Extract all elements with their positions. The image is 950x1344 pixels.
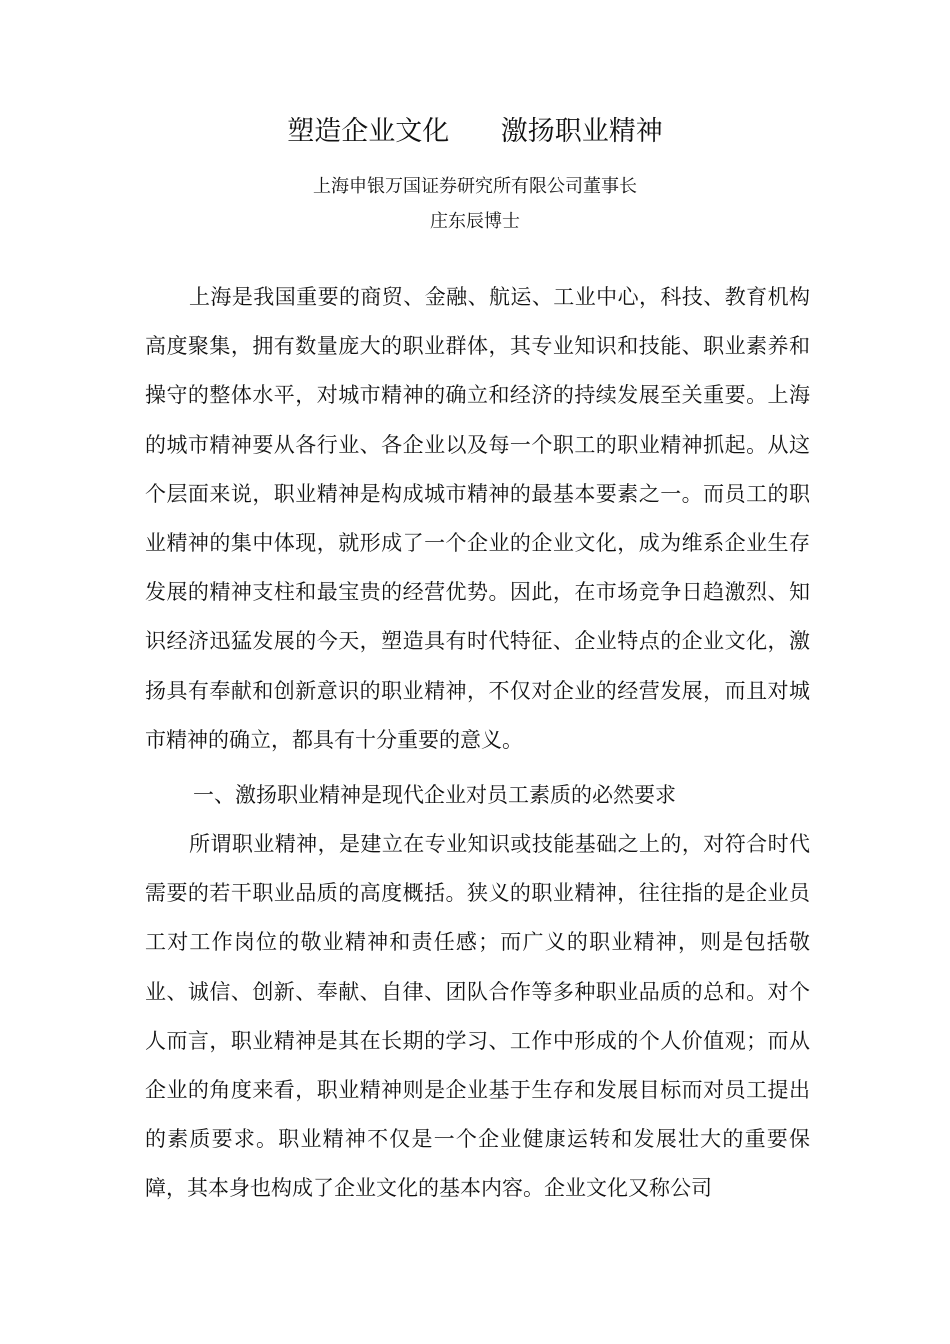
section-heading: 一、激扬职业精神是现代企业对员工素质的必然要求: [193, 783, 676, 807]
author-name: 庄东辰博士: [430, 211, 520, 232]
body-paragraph-definition: 所谓职业精神，是建立在专业知识或技能基础之上的，对符合时代需要的若干职业品质的高度概括。狭义的职业精神，往往指的是企业员工对工作岗位的敬业精神和责任感；而广义的职业精神，则是包括敬业、诚信、创新、奉献、自律、团队合作等多种职业品质的总和。对个人而言，职业精神是其在长期的学习、工作中形成的个人价值观；而从企业的角度来看，职业精神则是企业基于生存和发展目标而对员工提出的素质要求。职业精神不仅是一个企业健康运转和发展壮大的重要保障，其本身也构成了企业文化的基本内容。企业文化又称公司: [145, 832, 810, 1201]
body-paragraph-intro: 上海是我国重要的商贸、金融、航运、工业中心，科技、教育机构高度聚集，拥有数量庞大的职业群体，其专业知识和技能、职业素养和操守的整体水平，对城市精神的确立和经济的持续发展至关重要。上海的城市精神要从各行业、各企业以及每一个职工的职业精神抓起。从这个层面来说，职业精神是构成城市精神的最基本要素之一。而员工的职业精神的集中体现，就形成了一个企业的企业文化，成为维系企业生存发展的精神支柱和最宝贵的经营优势。因此，在市场竞争日趋激烈、知识经济迅猛发展的今天，塑造具有时代特征、企业特点的企业文化，激扬具有奉献和创新意识的职业精神，不仅对企业的经营发展，而且对城市精神的确立，都具有十分重要的意义。: [145, 285, 810, 752]
author-organization: 上海申银万国证券研究所有限公司董事长: [313, 176, 637, 197]
document-title: 塑造企业文化 激扬职业精神: [287, 116, 663, 147]
